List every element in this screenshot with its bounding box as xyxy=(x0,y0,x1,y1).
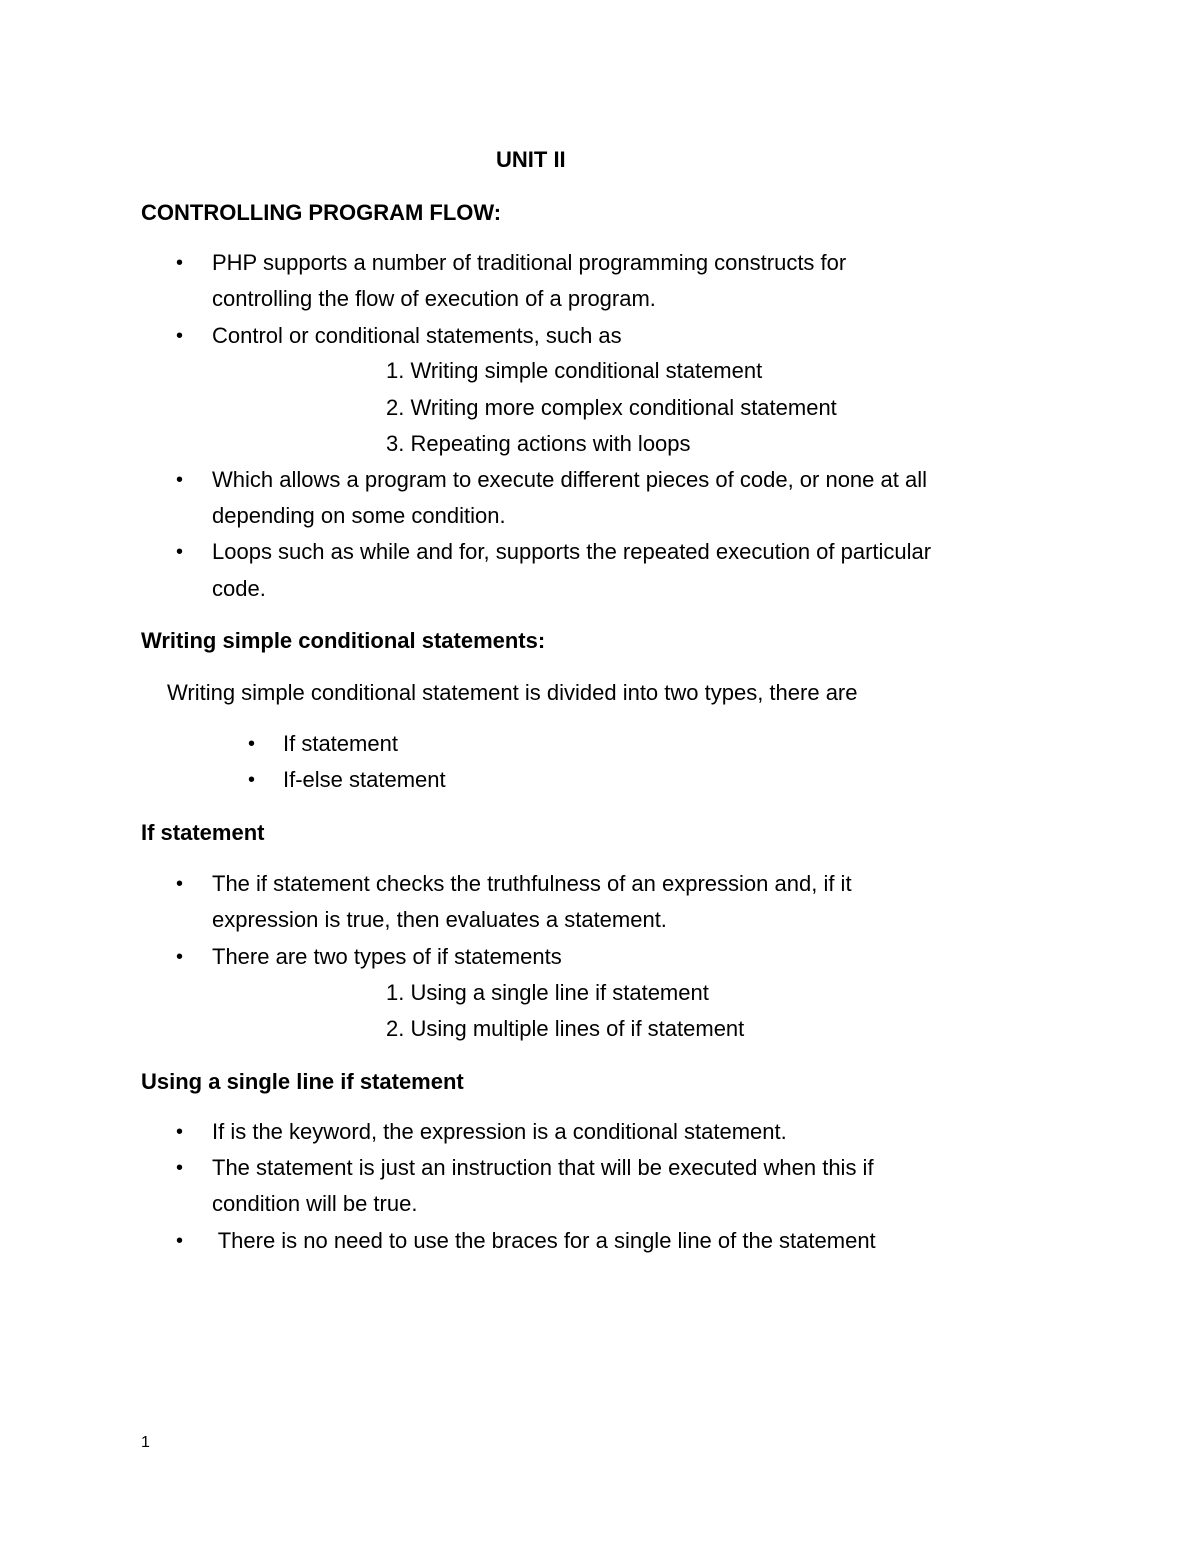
bullet-icon: • xyxy=(176,325,184,347)
bullet-icon: • xyxy=(176,1230,184,1252)
list-item: Loops such as while and for, supports the repeated execution of particular xyxy=(212,539,932,564)
list-item-cont: expression is true, then evaluates a statement. xyxy=(212,907,667,932)
bullet-icon: • xyxy=(176,873,184,895)
bullet-icon: • xyxy=(176,1157,184,1179)
page-title: UNIT II xyxy=(496,147,566,172)
list-item-cont: controlling the flow of execution of a program. xyxy=(212,286,656,311)
numbered-item: 2. Using multiple lines of if statement xyxy=(386,1016,745,1041)
numbered-item: 3. Repeating actions with loops xyxy=(386,431,691,456)
list-item: If is the keyword, the expression is a conditional statement. xyxy=(212,1119,787,1144)
list-item: Which allows a program to execute different pieces of code, or none at all xyxy=(212,467,927,492)
numbered-item: 2. Writing more complex conditional statement xyxy=(386,395,837,420)
list-item-cont: depending on some condition. xyxy=(212,503,506,528)
bullet-icon: • xyxy=(248,733,256,755)
list-item: There is no need to use the braces for a single line of the statement xyxy=(212,1228,876,1253)
page-number: 1 xyxy=(141,1434,150,1451)
bullet-icon: • xyxy=(176,469,184,491)
list-item-cont: code. xyxy=(212,576,266,601)
bullet-icon: • xyxy=(176,1121,184,1143)
paragraph: Writing simple conditional statement is divided into two types, there are xyxy=(167,680,858,705)
bullet-icon: • xyxy=(248,769,256,791)
bullet-icon: • xyxy=(176,541,184,563)
section-heading: Using a single line if statement xyxy=(141,1069,464,1094)
list-item: PHP supports a number of traditional programming constructs for xyxy=(212,250,847,275)
list-item: If-else statement xyxy=(283,767,446,792)
section-heading: Writing simple conditional statements: xyxy=(141,628,546,653)
list-item: If statement xyxy=(283,731,398,756)
list-item: The if statement checks the truthfulness of an expression and, if it xyxy=(212,871,852,896)
section-heading: If statement xyxy=(141,820,265,845)
section-heading: CONTROLLING PROGRAM FLOW: xyxy=(141,200,502,225)
bullet-icon: • xyxy=(176,252,184,274)
numbered-item: 1. Using a single line if statement xyxy=(386,980,709,1005)
list-item: The statement is just an instruction that will be executed when this if xyxy=(212,1155,874,1180)
bullet-icon: • xyxy=(176,946,184,968)
list-item-cont: condition will be true. xyxy=(212,1191,418,1216)
numbered-item: 1. Writing simple conditional statement xyxy=(386,358,763,383)
list-item: Control or conditional statements, such as xyxy=(212,323,622,348)
list-item: There are two types of if statements xyxy=(212,944,562,969)
